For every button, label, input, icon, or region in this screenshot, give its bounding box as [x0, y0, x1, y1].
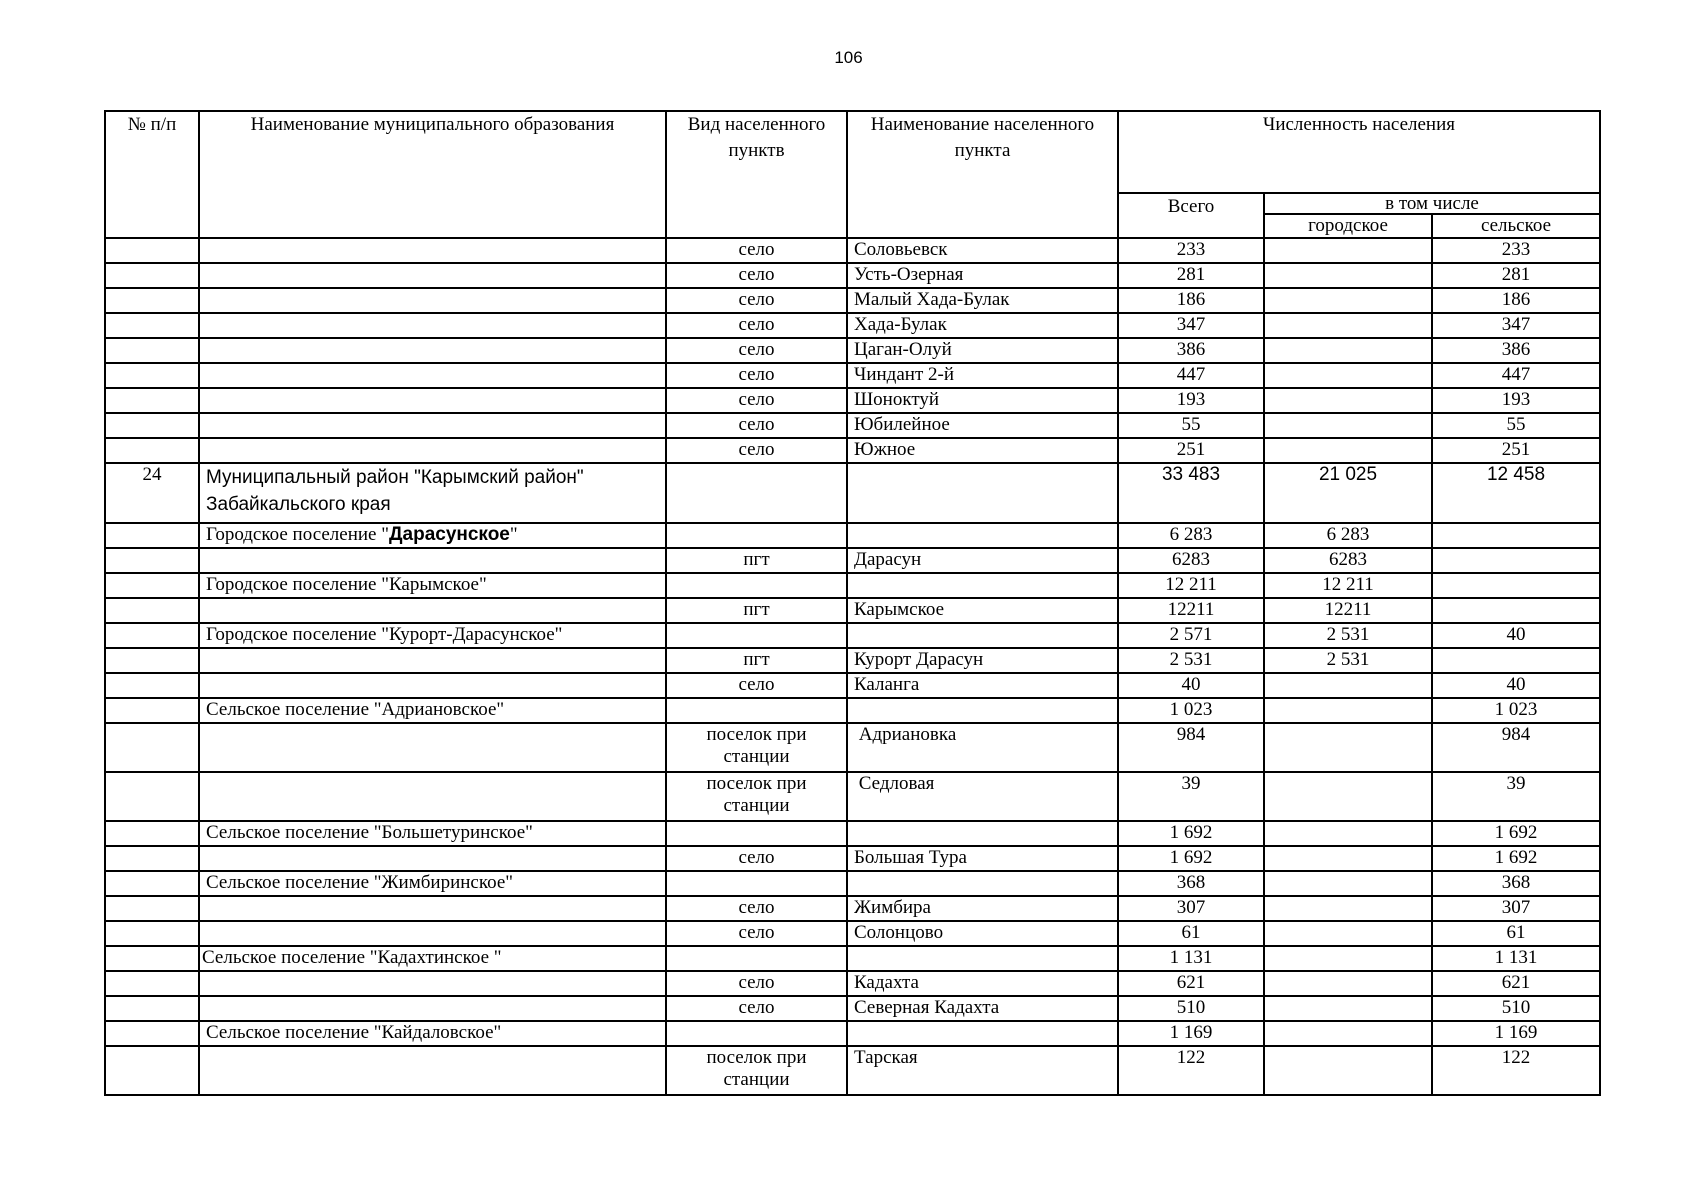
- cell-type: [666, 946, 847, 971]
- cell-rural: [1432, 573, 1600, 598]
- cell-rural: 55: [1432, 413, 1600, 438]
- table-row: [105, 598, 1600, 623]
- cell-type: село: [666, 921, 847, 946]
- municipality-suffix: ": [509, 524, 518, 545]
- table-row: [105, 896, 1600, 921]
- cell-total: 984: [1118, 723, 1264, 772]
- cell-type: [666, 463, 847, 523]
- cell-total: 39: [1118, 772, 1264, 821]
- table-row: [105, 288, 1600, 313]
- cell-municipality: [199, 723, 666, 772]
- cell-type: [666, 698, 847, 723]
- cell-rural: [1432, 523, 1600, 548]
- cell-total: 386: [1118, 338, 1264, 363]
- cell-num: [105, 1046, 199, 1095]
- cell-rural: 1 692: [1432, 846, 1600, 871]
- cell-rural: 510: [1432, 996, 1600, 1021]
- table-row: [105, 523, 1600, 548]
- cell-municipality: Сельское поселение "Жимбиринское": [199, 871, 666, 896]
- cell-total: 281: [1118, 263, 1264, 288]
- cell-urban: 12211: [1264, 598, 1432, 623]
- cell-municipality: [199, 263, 666, 288]
- cell-municipality: [199, 338, 666, 363]
- cell-urban: [1264, 1046, 1432, 1095]
- cell-rural: 61: [1432, 921, 1600, 946]
- cell-type: [666, 1021, 847, 1046]
- table-row: [105, 338, 1600, 363]
- cell-num: [105, 1021, 199, 1046]
- page-number: 106: [834, 48, 863, 67]
- cell-total: 510: [1118, 996, 1264, 1021]
- cell-total: 33 483: [1118, 463, 1264, 523]
- header-settlement-name: Наименование населенного пункта: [847, 111, 1118, 238]
- cell-urban: [1264, 921, 1432, 946]
- cell-municipality: [199, 288, 666, 313]
- cell-settlement: [847, 523, 1118, 548]
- cell-urban: [1264, 288, 1432, 313]
- cell-settlement: Карымское: [847, 598, 1118, 623]
- table-row: [105, 846, 1600, 871]
- cell-total: 251: [1118, 438, 1264, 463]
- cell-municipality: [199, 238, 666, 263]
- cell-total: 621: [1118, 971, 1264, 996]
- cell-total: 55: [1118, 413, 1264, 438]
- cell-settlement: Седловая: [847, 772, 1118, 821]
- table-row: [105, 871, 1600, 896]
- cell-municipality: Городское поселение "Курорт-Дарасунское": [199, 623, 666, 648]
- table-row: [105, 413, 1600, 438]
- cell-municipality: [199, 548, 666, 573]
- table-row: [105, 648, 1600, 673]
- cell-settlement: [847, 463, 1118, 523]
- cell-num: [105, 946, 199, 971]
- table-row: [105, 238, 1600, 263]
- cell-settlement: Хада-Булак: [847, 313, 1118, 338]
- table-row: [105, 388, 1600, 413]
- cell-settlement: Соловьевск: [847, 238, 1118, 263]
- cell-settlement: Северная Кадахта: [847, 996, 1118, 1021]
- cell-rural: 984: [1432, 723, 1600, 772]
- cell-total: 447: [1118, 363, 1264, 388]
- cell-type: поселок при станции: [666, 723, 847, 772]
- cell-num: [105, 623, 199, 648]
- cell-num: [105, 772, 199, 821]
- cell-urban: [1264, 723, 1432, 772]
- header-including: в том числе: [1264, 193, 1600, 214]
- cell-settlement: Солонцово: [847, 921, 1118, 946]
- table-row: [105, 263, 1600, 288]
- cell-num: [105, 648, 199, 673]
- cell-urban: 6283: [1264, 548, 1432, 573]
- cell-settlement: [847, 698, 1118, 723]
- cell-total: 122: [1118, 1046, 1264, 1095]
- cell-urban: [1264, 772, 1432, 821]
- cell-rural: [1432, 548, 1600, 573]
- table-row-district: [105, 463, 1600, 523]
- table-row: [105, 1046, 1600, 1095]
- cell-settlement: Адриановка: [847, 723, 1118, 772]
- cell-municipality: [199, 772, 666, 821]
- cell-municipality: [199, 673, 666, 698]
- cell-type: [666, 523, 847, 548]
- cell-type: село: [666, 846, 847, 871]
- cell-total: 6283: [1118, 548, 1264, 573]
- cell-type: село: [666, 413, 847, 438]
- cell-settlement: [847, 623, 1118, 648]
- cell-municipality: [199, 598, 666, 623]
- cell-urban: 2 531: [1264, 623, 1432, 648]
- cell-settlement: Большая Тура: [847, 846, 1118, 871]
- cell-rural: 368: [1432, 871, 1600, 896]
- cell-settlement: Дарасун: [847, 548, 1118, 573]
- cell-rural: 1 023: [1432, 698, 1600, 723]
- cell-urban: [1264, 313, 1432, 338]
- cell-type: село: [666, 338, 847, 363]
- cell-municipality: Муниципальный район "Карымский район" Забайкальского края: [199, 463, 666, 523]
- cell-urban: [1264, 338, 1432, 363]
- cell-num: [105, 263, 199, 288]
- cell-num: [105, 548, 199, 573]
- cell-settlement: Юбилейное: [847, 413, 1118, 438]
- cell-settlement: Жимбира: [847, 896, 1118, 921]
- table-header: [105, 111, 1600, 238]
- cell-urban: [1264, 698, 1432, 723]
- cell-rural: 122: [1432, 1046, 1600, 1095]
- cell-urban: 6 283: [1264, 523, 1432, 548]
- cell-municipality: [199, 523, 666, 548]
- cell-num: [105, 698, 199, 723]
- cell-num: [105, 388, 199, 413]
- cell-total: 186: [1118, 288, 1264, 313]
- cell-type: поселок при станции: [666, 1046, 847, 1095]
- cell-type: село: [666, 363, 847, 388]
- cell-settlement: Шоноктуй: [847, 388, 1118, 413]
- table-row: [105, 623, 1600, 648]
- cell-urban: [1264, 846, 1432, 871]
- table-row: [105, 723, 1600, 772]
- municipality-prefix: Городское поселение ": [206, 524, 389, 545]
- cell-total: 1 169: [1118, 1021, 1264, 1046]
- cell-num: [105, 971, 199, 996]
- table-row: [105, 821, 1600, 846]
- cell-settlement: [847, 821, 1118, 846]
- cell-total: 12211: [1118, 598, 1264, 623]
- cell-municipality: Сельское поселение "Адриановское": [199, 698, 666, 723]
- cell-type: село: [666, 263, 847, 288]
- cell-rural: 193: [1432, 388, 1600, 413]
- cell-type: [666, 623, 847, 648]
- cell-num: [105, 288, 199, 313]
- municipality-name-bold: Дарасунское: [388, 524, 510, 545]
- cell-rural: 251: [1432, 438, 1600, 463]
- cell-rural: 186: [1432, 288, 1600, 313]
- header-num: № п/п: [105, 111, 199, 238]
- cell-urban: [1264, 263, 1432, 288]
- cell-total: 307: [1118, 896, 1264, 921]
- cell-municipality: [199, 921, 666, 946]
- cell-rural: 621: [1432, 971, 1600, 996]
- cell-type: пгт: [666, 598, 847, 623]
- cell-municipality: [199, 438, 666, 463]
- cell-rural: 281: [1432, 263, 1600, 288]
- header-total: Всего: [1118, 193, 1264, 238]
- cell-num: [105, 821, 199, 846]
- cell-total: 1 692: [1118, 821, 1264, 846]
- cell-settlement: Курорт Дарасун: [847, 648, 1118, 673]
- cell-settlement: [847, 573, 1118, 598]
- cell-total: 1 692: [1118, 846, 1264, 871]
- cell-urban: [1264, 238, 1432, 263]
- table-row: [105, 573, 1600, 598]
- cell-type: село: [666, 313, 847, 338]
- cell-settlement: Малый Хада-Булак: [847, 288, 1118, 313]
- table-row: [105, 946, 1600, 971]
- cell-num: [105, 363, 199, 388]
- cell-municipality: Сельское поселение "Кадахтинское ": [199, 946, 666, 971]
- cell-settlement: [847, 946, 1118, 971]
- table-body: [105, 238, 1600, 1095]
- cell-type: [666, 573, 847, 598]
- cell-rural: 1 692: [1432, 821, 1600, 846]
- cell-rural: 40: [1432, 673, 1600, 698]
- table-row: [105, 772, 1600, 821]
- cell-settlement: Чиндант 2-й: [847, 363, 1118, 388]
- cell-urban: [1264, 996, 1432, 1021]
- cell-num: [105, 438, 199, 463]
- cell-total: 1 131: [1118, 946, 1264, 971]
- cell-urban: [1264, 871, 1432, 896]
- header-municipality: Наименование муниципального образования: [199, 111, 666, 238]
- cell-municipality: [199, 1046, 666, 1095]
- cell-settlement: Кадахта: [847, 971, 1118, 996]
- table-row: [105, 363, 1600, 388]
- header-settlement-type: Вид населенного пунктв: [666, 111, 847, 238]
- cell-total: 1 023: [1118, 698, 1264, 723]
- cell-municipality: Сельское поселение "Кайдаловское": [199, 1021, 666, 1046]
- cell-type: пгт: [666, 548, 847, 573]
- cell-type: [666, 821, 847, 846]
- cell-type: село: [666, 288, 847, 313]
- cell-type: село: [666, 896, 847, 921]
- cell-type: село: [666, 673, 847, 698]
- cell-total: 12 211: [1118, 573, 1264, 598]
- cell-urban: 12 211: [1264, 573, 1432, 598]
- cell-urban: [1264, 896, 1432, 921]
- cell-urban: [1264, 1021, 1432, 1046]
- cell-urban: [1264, 946, 1432, 971]
- cell-total: 368: [1118, 871, 1264, 896]
- cell-settlement: Южное: [847, 438, 1118, 463]
- cell-num: [105, 996, 199, 1021]
- cell-urban: [1264, 673, 1432, 698]
- cell-municipality: [199, 313, 666, 338]
- cell-num: 24: [105, 463, 199, 523]
- cell-num: [105, 921, 199, 946]
- cell-type: [666, 871, 847, 896]
- cell-num: [105, 598, 199, 623]
- table-row: [105, 313, 1600, 338]
- cell-type: пгт: [666, 648, 847, 673]
- cell-total: 233: [1118, 238, 1264, 263]
- cell-type: село: [666, 388, 847, 413]
- cell-type: село: [666, 238, 847, 263]
- table-row: [105, 438, 1600, 463]
- cell-rural: 39: [1432, 772, 1600, 821]
- cell-settlement: Тарская: [847, 1046, 1118, 1095]
- cell-total: 347: [1118, 313, 1264, 338]
- table-row: [105, 698, 1600, 723]
- cell-settlement: Усть-Озерная: [847, 263, 1118, 288]
- cell-total: 40: [1118, 673, 1264, 698]
- cell-rural: 12 458: [1432, 463, 1600, 523]
- cell-urban: [1264, 363, 1432, 388]
- cell-urban: [1264, 413, 1432, 438]
- cell-settlement: [847, 1021, 1118, 1046]
- cell-rural: [1432, 648, 1600, 673]
- table-row: [105, 548, 1600, 573]
- cell-num: [105, 313, 199, 338]
- cell-rural: 447: [1432, 363, 1600, 388]
- cell-total: 61: [1118, 921, 1264, 946]
- cell-type: село: [666, 971, 847, 996]
- cell-rural: 1 169: [1432, 1021, 1600, 1046]
- cell-num: [105, 846, 199, 871]
- cell-num: [105, 896, 199, 921]
- table-row: [105, 921, 1600, 946]
- cell-rural: 386: [1432, 338, 1600, 363]
- cell-rural: 40: [1432, 623, 1600, 648]
- cell-municipality: [199, 413, 666, 438]
- cell-num: [105, 573, 199, 598]
- cell-municipality: [199, 996, 666, 1021]
- cell-urban: 2 531: [1264, 648, 1432, 673]
- cell-urban: [1264, 388, 1432, 413]
- table-row: [105, 971, 1600, 996]
- cell-type: поселок при станции: [666, 772, 847, 821]
- cell-municipality: [199, 648, 666, 673]
- cell-total: 193: [1118, 388, 1264, 413]
- cell-municipality: [199, 388, 666, 413]
- table-row: [105, 996, 1600, 1021]
- table-row: [105, 1021, 1600, 1046]
- cell-rural: [1432, 598, 1600, 623]
- cell-num: [105, 523, 199, 548]
- table-row: [105, 673, 1600, 698]
- cell-settlement: Каланга: [847, 673, 1118, 698]
- cell-municipality: Городское поселение "Карымское": [199, 573, 666, 598]
- header-population: Численность населения: [1118, 111, 1600, 193]
- cell-num: [105, 413, 199, 438]
- cell-type: село: [666, 996, 847, 1021]
- cell-rural: 347: [1432, 313, 1600, 338]
- cell-total: 2 571: [1118, 623, 1264, 648]
- cell-urban: [1264, 971, 1432, 996]
- cell-total: 6 283: [1118, 523, 1264, 548]
- header-urban: городское: [1264, 214, 1432, 238]
- cell-urban: 21 025: [1264, 463, 1432, 523]
- cell-rural: 1 131: [1432, 946, 1600, 971]
- cell-num: [105, 871, 199, 896]
- cell-type: село: [666, 438, 847, 463]
- cell-settlement: Цаган-Олуй: [847, 338, 1118, 363]
- cell-total: 2 531: [1118, 648, 1264, 673]
- cell-municipality: [199, 846, 666, 871]
- population-table: [104, 110, 1601, 1096]
- cell-municipality: Сельское поселение "Большетуринское": [199, 821, 666, 846]
- cell-num: [105, 723, 199, 772]
- cell-num: [105, 338, 199, 363]
- cell-num: [105, 673, 199, 698]
- cell-settlement: [847, 871, 1118, 896]
- cell-urban: [1264, 438, 1432, 463]
- cell-municipality: [199, 896, 666, 921]
- header-rural: сельское: [1432, 214, 1600, 238]
- cell-rural: 307: [1432, 896, 1600, 921]
- cell-num: [105, 238, 199, 263]
- cell-urban: [1264, 821, 1432, 846]
- cell-municipality: [199, 363, 666, 388]
- cell-municipality: [199, 971, 666, 996]
- cell-rural: 233: [1432, 238, 1600, 263]
